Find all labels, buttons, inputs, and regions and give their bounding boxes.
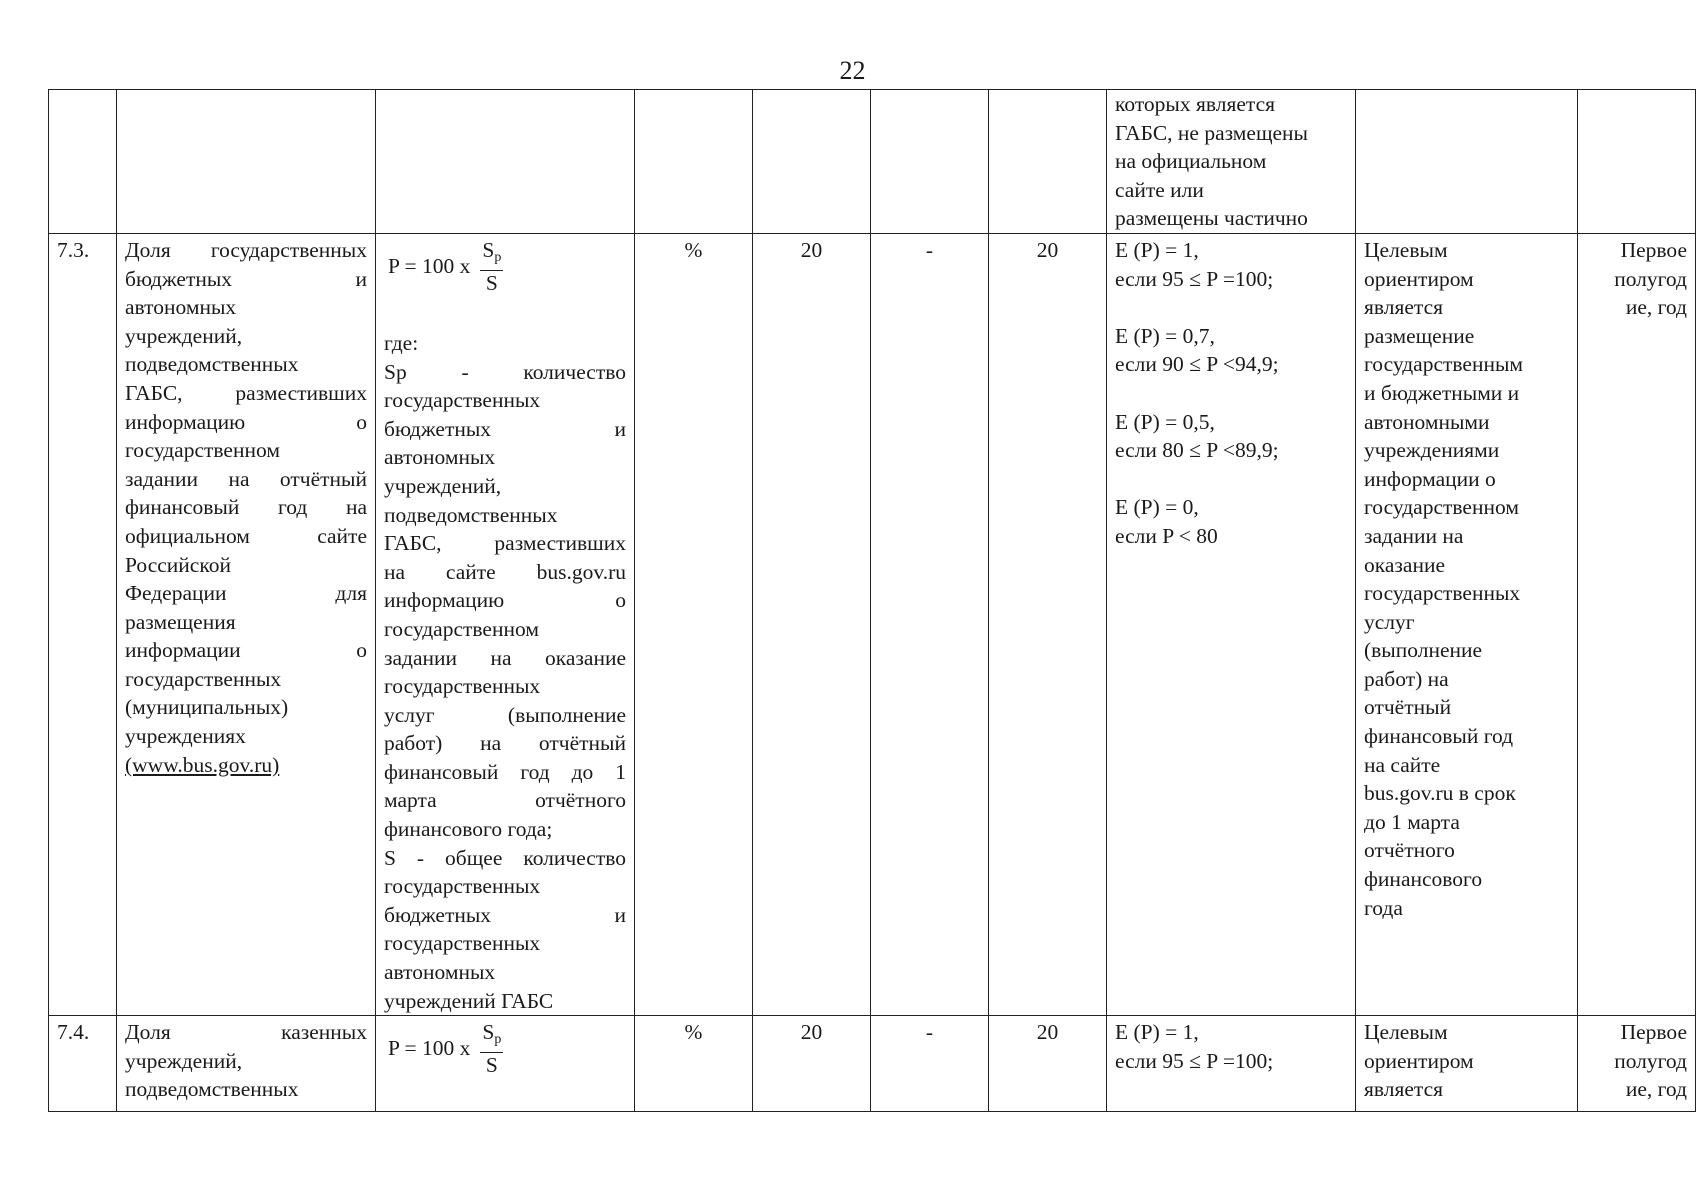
cell-formula (376, 90, 635, 234)
weight: 20 (753, 1016, 871, 1112)
cell-dash (871, 90, 989, 234)
criteria-table (48, 89, 1696, 1112)
indicator-description: Доля государственных бюджетных и автономных учреждений, подведомственных ГАБС, разместивших информацию о государственном задании на отчётный финансовый год на официальном сайте Российской Федерации для размещения информации о государственных (муниципальных) учреждениях (www.bus.gov.ru) (117, 233, 376, 1015)
cell-comment (1356, 90, 1578, 234)
max-score: 20 (989, 1016, 1107, 1112)
continuation-row (49, 90, 1696, 234)
comment: Целевым ориентиром является размещение государственным и бюджетными и автономными учреждениями информации о государственном задании на оказание государственных услуг (выполнение работ) на отчётный финансовый год на сайте bus.gov.ru в срок до 1 марта отчётного финансового года (1356, 233, 1578, 1015)
formula-cell: P = 100 x $\frac{S_p}{S}$ где: Sp - количество государственных бюджетных и автономных учреждений, подведомственных ГАБС, разместивших на сайте bus.gov.ru информацию о государственном задании на оказание государственных услуг (выполнение работ) на отчётный финансовый год до 1 марта отчётного финансового года; S - общее количество государственных бюджетных и государственных автономных учреждений ГАБС (376, 233, 635, 1015)
weight: 20 (753, 233, 871, 1015)
max-score: 20 (989, 233, 1107, 1015)
cell-evaluation: которых является ГАБС, не размещены на официальном сайте или размещены частично (1107, 90, 1356, 234)
unit: % (635, 233, 753, 1015)
period: Первое полугод ие, год (1578, 1016, 1696, 1112)
table-row (49, 1016, 1696, 1112)
formula: P = 100 x $\frac{S_p}{S}$ (388, 237, 502, 295)
formula: P = 100 x $\frac{S_p}{S}$ (388, 1020, 502, 1078)
formula-fraction: $\frac{S_p}{S}$ (482, 1020, 502, 1078)
row-number: 7.4. (49, 1016, 117, 1112)
bus-gov-link[interactable]: (www.bus.gov.ru) (125, 752, 280, 777)
indicator-description: Доля казенных учреждений, подведомственных (117, 1016, 376, 1112)
cell-period (1578, 90, 1696, 234)
cell-max (989, 90, 1107, 234)
comment: Целевым ориентиром является (1356, 1016, 1578, 1112)
formula-fraction: $\frac{S_p}{S}$ (482, 237, 502, 295)
dash: - (871, 1016, 989, 1112)
page-number: 22 (839, 56, 866, 85)
period: Первое полугод ие, год (1578, 233, 1696, 1015)
cell-indicator (117, 90, 376, 234)
cell-weight (753, 90, 871, 234)
formula-cell (376, 1016, 635, 1112)
row-number: 7.3. (49, 233, 117, 1015)
table-row (49, 233, 1696, 1015)
evaluation: E (P) = 1, если 95 ≤ P =100; E (P) = 0,7, если 90 ≤ P <94,9; E (P) = 0,5, если 80 ≤ P <89,9; E (P) = 0, если P < 80 (1107, 233, 1356, 1015)
cell-unit (635, 90, 753, 234)
evaluation: E (P) = 1, если 95 ≤ P =100; (1107, 1016, 1356, 1112)
unit: % (635, 1016, 753, 1112)
dash: - (871, 233, 989, 1015)
cell-num (49, 90, 117, 234)
